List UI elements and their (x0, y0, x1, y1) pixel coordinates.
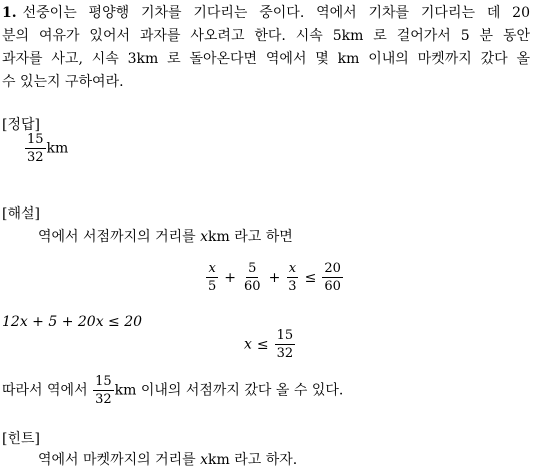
problem-line: 과자를 사고, 시속 3km 로 돌아온다면 역에서 몇 km 이내의 마켓까지 갔다 올 (2, 51, 530, 67)
conclusion: 따라서 역에서 $\frac{15}{32}$ km 이내의 서점까지 갔다 올 수 있다. (2, 374, 344, 407)
hint-text: 역에서 마켓까지의 거리를 xkm 라고 하자. (38, 452, 298, 468)
hint-header: [힌트] (2, 431, 40, 447)
inequality: $\frac{x}{5}$ + $\frac{5}{60}$ + $\frac{x}{3}$ ≤ $\frac{20}{60}$ (208, 261, 341, 294)
problem-text (2, 2, 530, 94)
answer-value: $\frac{15}{32}$ km (27, 132, 69, 165)
problem-line: 분의 여유가 있어서 과자를 사오려고 한다. 시속 5km 로 걸어가서 5 분 동안 (2, 28, 530, 44)
problem-line: 수 있는지 구하여라. (2, 74, 124, 90)
solution-intro: 역에서 서점까지의 거리를 xkm 라고 하면 (38, 229, 293, 245)
answer-fraction: $\frac{15}{32}$ (27, 132, 44, 165)
problem-number: 1. (2, 5, 17, 21)
problem-line: 1. 선중이는 평양행 기차를 기다리는 중이다. 역에서 기차를 기다리는 데 20 (2, 5, 530, 21)
equation-line: 12x + 5 + 20x ≤ 20 (2, 314, 143, 330)
solution-header: [해설] (2, 206, 40, 222)
answer-header: [정답] (2, 117, 40, 133)
result: x ≤ $\frac{15}{32}$ (244, 328, 294, 361)
